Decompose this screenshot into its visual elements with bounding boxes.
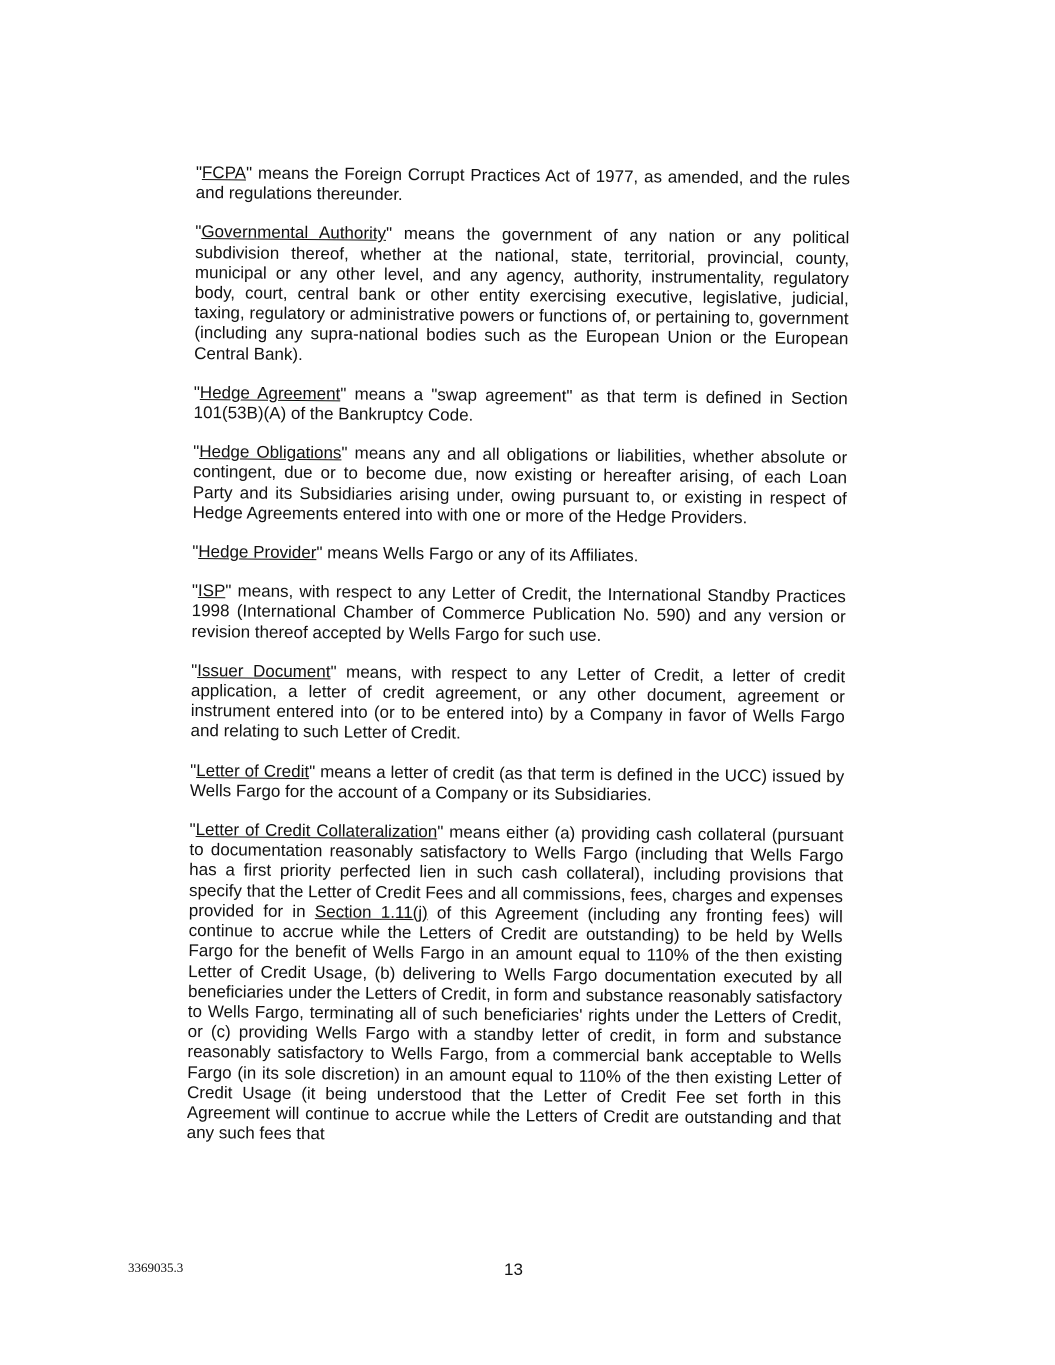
definition-letter-of-credit: "Letter of Credit" means a letter of credit (as that term is defined in the UCC) issued by Wells Fargo for the account of a Company or its Subsidiaries. [189,760,845,805]
definition-body: means any and all obligations or liabilities, whether absolute or contingent, due or to become due, now existing or hereafter arising, of each Loan Party and its Subsidiaries arising under, owing pursuant to, or existing in respect of Hedge Agreements entered into with one or more of the Hedge Providers. [192,443,848,528]
definition-hedge-obligations: "Hedge Obligations" means any and all obligations or liabilities, whether absolute or contingent, due or to become due, now existing or hereafter arising, of each Loan Party and its Subsidiaries arising under, owing pursuant to, or existing in respect of Hedge Agreements entered into with one or more of the Hedge Providers. [192,442,848,528]
defined-term: Hedge Provider [198,542,317,563]
definition-isp: "ISP" means, with respect to any Letter of Credit, the International Standby Practices 1998 (International Chamber of Commerce Publication No. 590) and any version or revision thereof accepted by Wells Fargo for such use. [191,581,846,645]
definition-body-part-2: of this Agreement (including any fronting fees) will continue to accrue while the Letters of Credit are outstanding) to be held by Wells Fargo for the benefit of Wells Fargo in an amount equal to 110% of the then existing Letter of Credit Usage, (b) delivering to Wells Fargo documentation executed by all beneficiaries under the Letters of Credit, in form and substance reasonably satisfactory to Wells Fargo, terminating all of such beneficiaries' rights under the Letters of Credit, or (c) providing Wells Fargo with a standby letter of credit, in form and substance reasonably satisfactory to Wells Fargo, from a commercial bank acceptable to Wells Fargo (in its sole discretion) in an amount equal to 110% of the then existing Letter of Credit Usage (it being understood that the Letter of Credit Fee set forth in this Agreement will continue to accrue while the Letters of Credit are outstanding and that any such fees that [186,903,843,1144]
defined-term: Hedge Agreement [199,382,341,404]
page-number: 13 [504,1260,523,1279]
defined-term: Issuer Document [197,660,331,682]
definition-body: means a "swap agreement" as that term is defined in Section 101(53B)(A) of the Bankruptcy Code. [193,384,848,425]
defined-term: FCPA [201,163,247,183]
definitions-list [186,163,850,1169]
definition-fcpa: "FCPA" means the Foreign Corrupt Practices Act of 1977, as amended, and the rules and regulations thereunder. [195,163,850,205]
defined-term: Letter of Credit [196,760,310,781]
defined-term: Hedge Obligations [199,442,342,463]
definition-body: means a letter of credit (as that term is defined in the UCC) issued by Wells Fargo for the account of a Company or its Subsidiaries. [189,761,845,805]
definition-body: means Wells Fargo or any of its Affiliates. [322,543,639,566]
definition-governmental-authority: "Governmental Authority" means the government of any nation or any political subdivision thereof, whether at the national, state, territorial, provincial, county, municipal or any other level, and any agency, authority, instrumentality, regulatory body, court, central bank or other entity exercising executive, legislative, judicial, taxing, regulatory or administrative powers or functions of, or pertaining to, government (including any supra-national bodies such as the European Union or the European Central Bank). [194,222,850,364]
definition-issuer-document: "Issuer Document" means, with respect to any Letter of Credit, a letter of credit application, a letter of credit agreement, or any other document, agreement or instrument entered into (or to be entered into) by a Company in favor of Wells Fargo and relating to such Letter of Credit. [190,660,846,744]
definition-hedge-agreement: "Hedge Agreement" means a "swap agreement" as that term is defined in Section 101(53B)(A) of the Bankruptcy Code. [193,382,848,425]
definition-hedge-provider: "Hedge Provider" means Wells Fargo or any of its Affiliates. [192,542,639,566]
definition-body-part-1: means either (a) providing cash collateral (pursuant to documentation reasonably satisfactory to Wells Fargo (including that Wells Fargo has a first priority perfected lien in such cash collateral), including provisions that specify that the Letter of Credit Fees and all commissions, fees, charges and expenses provided for in [188,822,844,922]
document-id: 3369035.3 [128,1260,184,1275]
definition-body: means the Foreign Corrupt Practices Act of 1977, as amended, and the rules and regulations thereunder. [195,163,850,205]
section-reference: Section 1.11(j) [314,902,428,923]
defined-term: Letter of Credit Collateralization [195,820,438,842]
defined-term: ISP [197,581,226,601]
definition-body: means the government of any nation or any political subdivision thereof, whether at the national, state, territorial, provincial, county, municipal or any other level, and any agency, authority, instrumentality, regulatory body, court, central bank or other entity exercising executive, legislative, judicial, taxing, regulatory or administrative powers or functions of, or pertaining to, government (including any supra-national bodies such as the European Union or the European Central Bank). [194,224,850,364]
definition-body: means, with respect to any Letter of Credit, a letter of credit application, a letter of credit agreement, or any other document, agreement or instrument entered into (or to be entered into) by a Company in favor of Wells Fargo and relating to such Letter of Credit. [190,662,846,744]
defined-term: Governmental Authority [201,222,387,244]
definition-lc-collateralization: "Letter of Credit Collateralization" means either (a) providing cash collateral (pursuant to documentation reasonably satisfactory to Wells Fargo (including that Wells Fargo has a first priority perfected lien in such cash collateral), including provisions that specify that the Letter of Credit Fees and all commissions, fees, charges and expenses provided for in Section 1.11(j) of this Agreement (including any fronting fees) will continue to accrue while the Letters of Credit are outstanding) to be held by Wells Fargo for the benefit of Wells Fargo in an amount equal to 110% of the then existing Letter of Credit Usage, (b) delivering to Wells Fargo documentation executed by all beneficiaries under the Letters of Credit, in form and substance reasonably satisfactory to Wells Fargo, terminating all of such beneficiaries' rights under the Letters of Credit, or (c) providing Wells Fargo with a standby letter of credit, in form and substance reasonably satisfactory to Wells Fargo, from a commercial bank acceptable to Wells Fargo (in its sole discretion) in an amount equal to 110% of the then existing Letter of Credit Usage (it being understood that the Letter of Credit Fee set forth in this Agreement will continue to accrue while the Letters of Credit are outstanding and that any such fees that [186,820,844,1144]
definition-body: means, with respect to any Letter of Credit, the International Standby Practices 1998 (International Chamber of Commerce Publication No. 590) and any version or revision thereof accepted by Wells Fargo for such use. [191,581,846,645]
